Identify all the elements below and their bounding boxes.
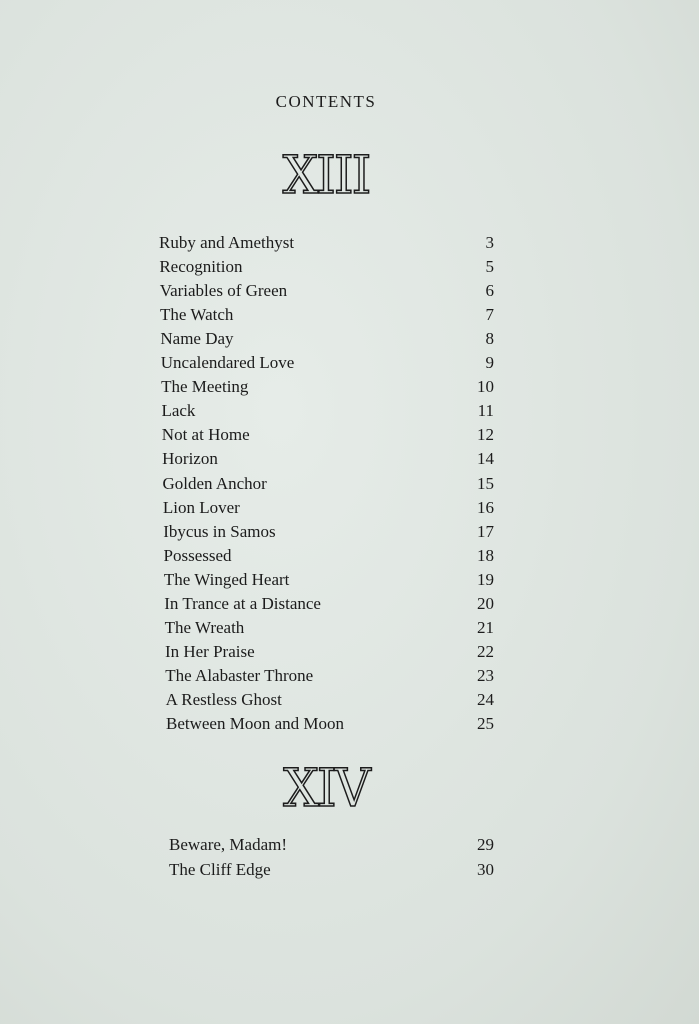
toc-entry-title: Not at Home <box>161 425 250 445</box>
toc-entry-page-number: 14 <box>477 449 494 469</box>
toc-entry-page-number: 12 <box>477 425 494 445</box>
toc-entry <box>0 521 600 543</box>
toc-entry-title: The Wreath <box>164 617 245 637</box>
toc-entry-page-number: 11 <box>477 401 494 421</box>
toc-entry <box>0 665 600 687</box>
toc-entry-page-number: 24 <box>477 689 494 709</box>
toc-entry <box>0 713 600 735</box>
toc-entry <box>0 593 600 615</box>
toc-entry <box>0 473 600 495</box>
toc-entry-title: The Cliff Edge <box>169 859 271 879</box>
toc-entry <box>0 545 600 567</box>
toc-entry <box>0 304 600 326</box>
toc-entry-title: Ruby and Amethyst <box>159 233 295 252</box>
toc-entry <box>0 280 600 302</box>
toc-entry-page-number: 20 <box>477 593 494 613</box>
toc-entry <box>0 834 600 856</box>
section-numeral-xiv: XIV <box>283 757 369 819</box>
section-numeral-xiii: XIII <box>282 144 370 206</box>
toc-entry <box>0 859 600 881</box>
toc-entry-page-number: 3 <box>485 233 494 252</box>
toc-entry-title: Uncalendared Love <box>160 353 295 373</box>
toc-entry-page-number: 30 <box>477 859 494 879</box>
toc-entry <box>0 617 600 639</box>
toc-entry <box>0 352 600 374</box>
toc-entry-page-number: 8 <box>485 329 494 349</box>
toc-entry-page-number: 18 <box>477 545 494 565</box>
toc-entry <box>0 256 600 278</box>
toc-entry-page-number: 29 <box>477 835 494 854</box>
toc-entry-page-number: 21 <box>477 617 494 637</box>
toc-entry-title: Name Day <box>160 329 234 349</box>
toc-entry <box>0 232 600 254</box>
toc-entry-page-number: 15 <box>477 473 494 493</box>
toc-entry <box>0 641 600 663</box>
toc-entry-title: Ibycus in Samos <box>163 521 276 541</box>
toc-entry-title: The Winged Heart <box>163 569 290 589</box>
toc-entry-page-number: 7 <box>485 305 494 325</box>
toc-entry-title: Golden Anchor <box>162 473 267 493</box>
toc-entry-page-number: 25 <box>477 714 494 733</box>
toc-entry-title: The Meeting <box>161 377 249 397</box>
toc-entry-title: Recognition <box>159 257 243 277</box>
toc-entry <box>0 448 600 470</box>
toc-entry-title: A Restless Ghost <box>165 689 282 709</box>
toc-entry-title: Between Moon and Moon <box>166 714 345 733</box>
toc-entry-page-number: 23 <box>477 665 494 685</box>
toc-entry-title: In Trance at a Distance <box>164 593 321 613</box>
toc-entry-page-number: 6 <box>485 281 494 301</box>
toc-entry-page-number: 17 <box>477 521 494 541</box>
toc-entry-page-number: 19 <box>477 569 494 589</box>
toc-entry-page-number: 5 <box>485 257 494 277</box>
toc-entry-page-number: 16 <box>477 497 494 517</box>
toc-entry <box>0 569 600 591</box>
toc-entry <box>0 497 600 519</box>
toc-entry-title: Possessed <box>163 545 232 565</box>
toc-entry <box>0 328 600 350</box>
toc-entry-title: Horizon <box>162 449 218 469</box>
toc-entry-title: The Watch <box>160 305 234 325</box>
toc-entry <box>0 376 600 398</box>
toc-entry-page-number: 9 <box>485 353 494 373</box>
page-title: CONTENTS <box>275 92 377 111</box>
toc-entry <box>0 689 600 711</box>
toc-entry-title: In Her Praise <box>164 641 255 661</box>
toc-entry <box>0 424 600 446</box>
toc-entry-page-number: 22 <box>477 641 494 661</box>
toc-entry <box>0 400 600 422</box>
toc-entry-title: Lion Lover <box>162 497 240 517</box>
toc-entry-title: The Alabaster Throne <box>165 665 314 685</box>
toc-entry-title: Variables of Green <box>159 281 288 301</box>
toc-entry-page-number: 10 <box>477 377 494 397</box>
toc-entry-title: Lack <box>161 401 196 421</box>
toc-entry-title: Beware, Madam! <box>169 835 288 854</box>
